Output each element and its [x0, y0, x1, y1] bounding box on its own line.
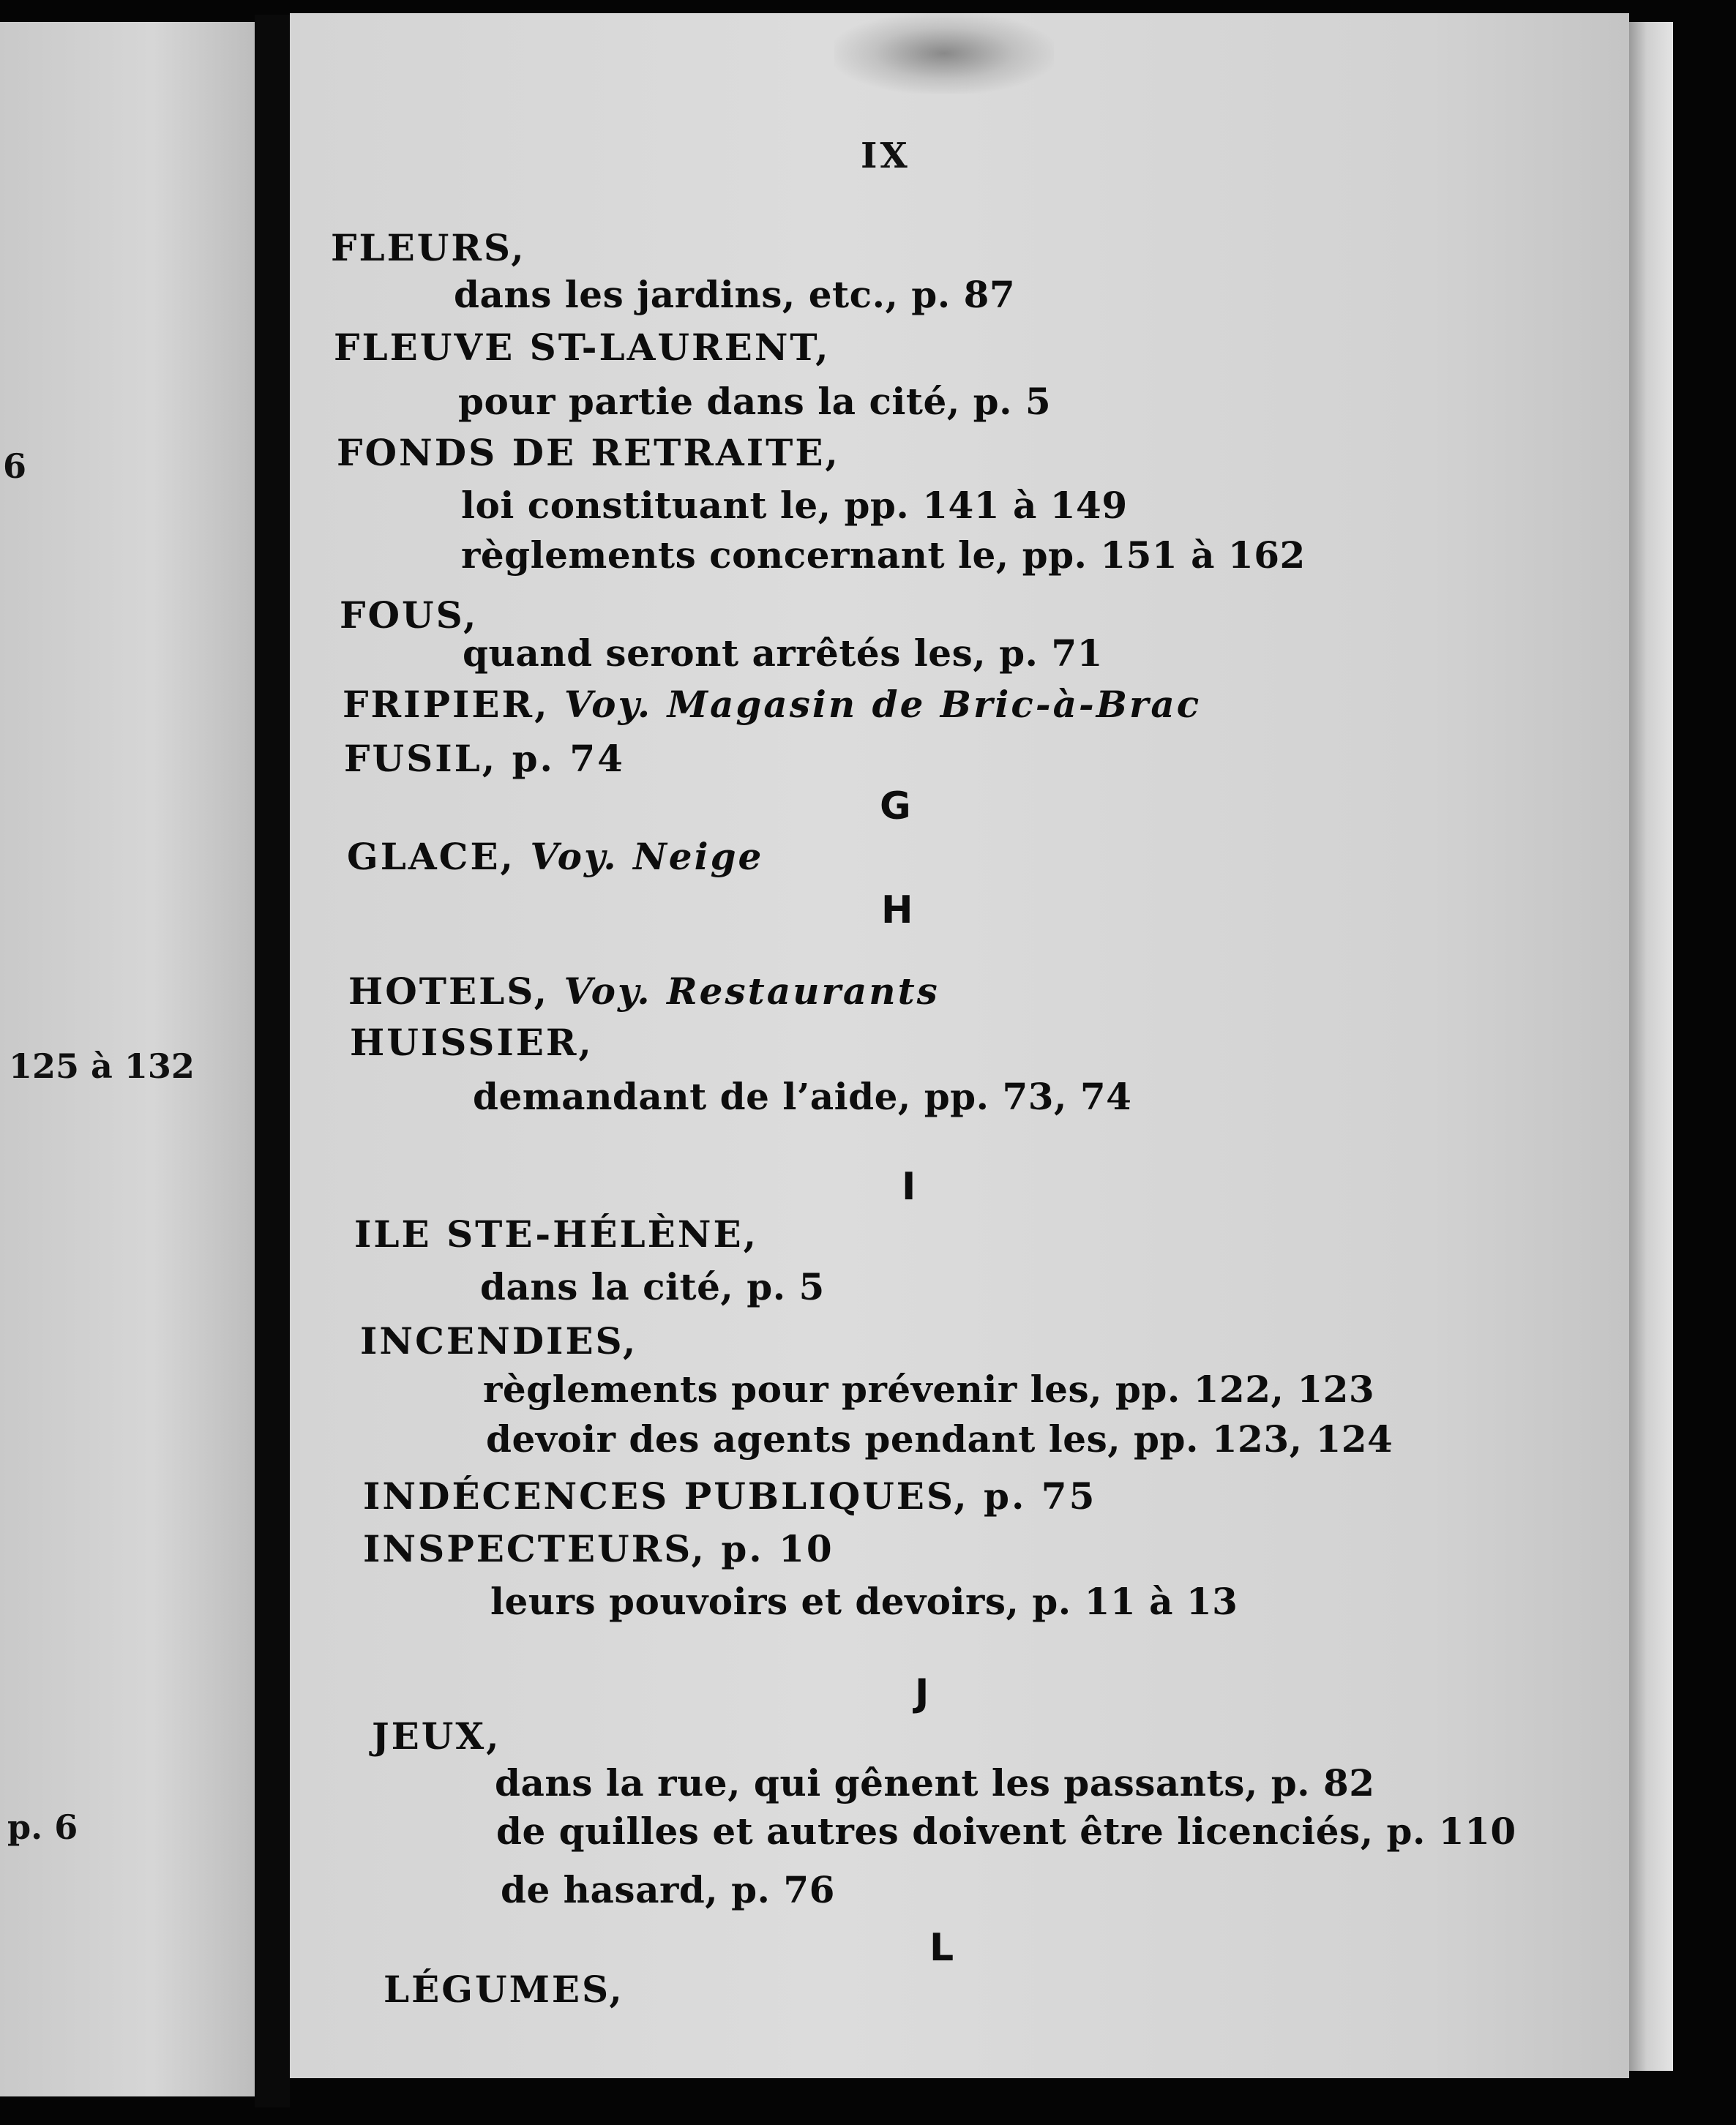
index-subentry: de hasard, p. 76: [501, 1868, 835, 1911]
index-heading: FOUS,: [340, 593, 479, 637]
index-subentry: loi constituant le, pp. 141 à 149: [461, 484, 1128, 527]
cross-reference: Voy. Restaurants: [564, 970, 940, 1013]
index-subentry: quand seront arrêtés les, p. 71: [463, 631, 1103, 675]
left-page-fragment: [0, 22, 255, 2096]
left-page-text-1: 6: [3, 446, 27, 486]
left-page-text-2: 125 à 132: [9, 1046, 195, 1086]
index-heading: FLEUVE ST-LAURENT,: [334, 326, 831, 369]
section-letter: I: [902, 1165, 916, 1209]
index-subentry: dans les jardins, etc., p. 87: [454, 273, 1016, 316]
cross-reference: Voy. Neige: [530, 835, 764, 878]
index-heading: HOTELS, Voy. Restaurants: [348, 970, 940, 1013]
left-page-text-3: p. 6: [7, 1807, 78, 1847]
index-heading: FRIPIER, Voy. Magasin de Bric-à-Brac: [343, 683, 1202, 726]
index-subentry: dans la rue, qui gênent les passants, p. 82: [495, 1761, 1375, 1804]
section-letter: G: [880, 784, 911, 828]
index-heading: LÉGUMES,: [384, 1968, 624, 2011]
section-letter: H: [881, 888, 913, 932]
index-heading: FONDS DE RETRAITE,: [337, 431, 840, 474]
index-heading: FLEURS,: [331, 226, 526, 269]
paper-stain: [834, 13, 1054, 94]
index-subentry: de quilles et autres doivent être licenciés, p. 110: [496, 1810, 1516, 1853]
section-letter: L: [929, 1926, 954, 1970]
index-subentry: pour partie dans la cité, p. 5: [458, 380, 1052, 423]
index-heading: ILE STE-HÉLÈNE,: [354, 1213, 759, 1256]
page-edge: [1629, 22, 1673, 2071]
index-heading: INCENDIES,: [360, 1319, 638, 1363]
index-heading: JEUX,: [372, 1714, 501, 1758]
index-subentry: règlements concernant le, pp. 151 à 162: [461, 533, 1306, 577]
index-heading: INDÉCENCES PUBLIQUES, p. 75: [363, 1474, 1097, 1518]
cross-reference: Voy. Magasin de Bric-à-Brac: [564, 683, 1202, 726]
index-subentry: demandant de l’aide, pp. 73, 74: [473, 1075, 1132, 1118]
book-gutter: [255, 15, 290, 2107]
section-letter: J: [915, 1671, 929, 1715]
index-subentry: dans la cité, p. 5: [480, 1265, 825, 1308]
index-heading: HUISSIER,: [350, 1021, 594, 1064]
index-subentry: leurs pouvoirs et devoirs, p. 11 à 13: [490, 1580, 1238, 1623]
index-subentry: devoir des agents pendant les, pp. 123, 124: [486, 1417, 1393, 1461]
index-heading: FUSIL, p. 74: [344, 737, 625, 780]
index-subentry: règlements pour prévenir les, pp. 122, 123: [483, 1368, 1375, 1411]
page-number: IX: [861, 135, 910, 176]
index-heading: INSPECTEURS, p. 10: [363, 1527, 834, 1570]
index-heading: GLACE, Voy. Neige: [347, 835, 764, 878]
